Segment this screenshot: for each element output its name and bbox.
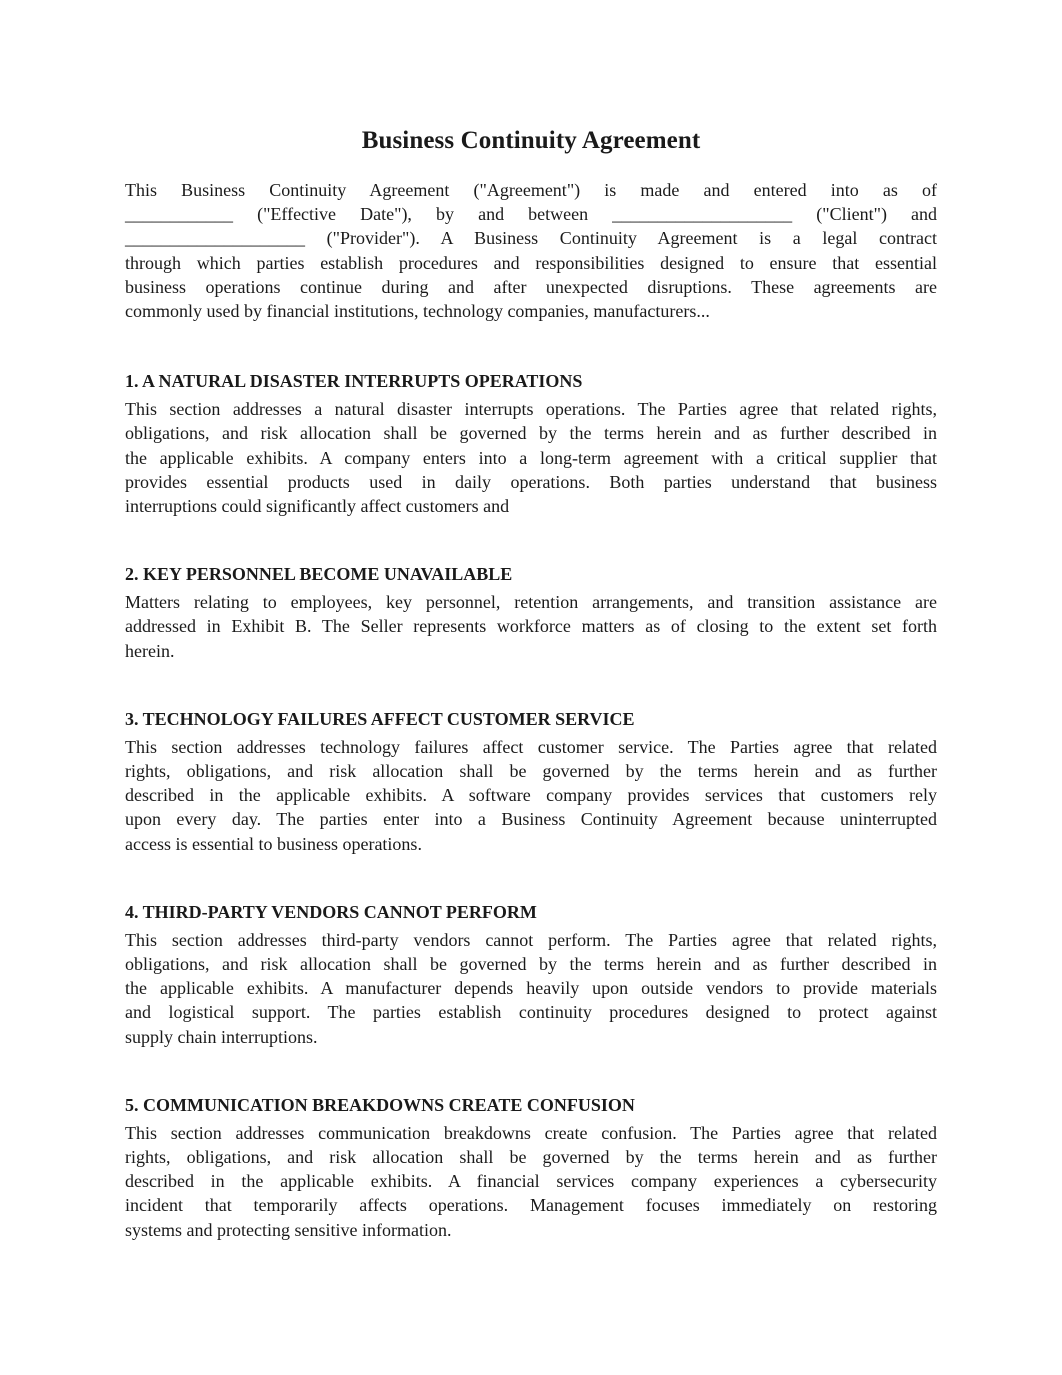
section-heading: 5. COMMUNICATION BREAKDOWNS CREATE CONFUSION — [125, 1094, 635, 1115]
body-line: rights, obligations, and risk allocation shall be governed by the terms herein and as further — [125, 1147, 937, 1168]
intro-line: commonly used by financial institutions, technology companies, manufacturers... — [125, 301, 710, 322]
section-2 — [125, 562, 937, 663]
body-line: described in the applicable exhibits. A financial services company experiences a cybersecurity — [125, 1171, 937, 1192]
section-body — [125, 590, 937, 663]
body-line: This section addresses communication breakdowns create confusion. The Parties agree that related — [125, 1122, 937, 1143]
body-line: herein. — [125, 640, 175, 661]
body-line: the applicable exhibits. A manufacturer depends heavily upon outside vendors to provide materials — [125, 978, 937, 999]
section-body — [125, 397, 937, 518]
intro-paragraph — [125, 178, 937, 323]
body-line: the applicable exhibits. A company enters into a long-term agreement with a critical supplier that — [125, 447, 937, 468]
body-line: This section addresses technology failures affect customer service. The Parties agree that related — [125, 736, 937, 757]
body-line: systems and protecting sensitive information. — [125, 1219, 452, 1240]
body-line: supply chain interruptions. — [125, 1026, 318, 1047]
body-line: This section addresses third-party vendors cannot perform. The Parties agree that related rights, — [125, 929, 937, 950]
body-line: obligations, and risk allocation shall be governed by the terms herein and as further described in — [125, 954, 937, 975]
body-line: described in the applicable exhibits. A software company provides services that customers rely — [125, 785, 937, 806]
body-line: addressed in Exhibit B. The Seller represents workforce matters as of closing to the extent set forth — [125, 616, 937, 637]
intro-line: ____________ ("Effective Date"), by and between ____________________ ("Client") and — [125, 204, 937, 225]
section-body — [125, 928, 937, 1049]
intro-line: business operations continue during and after unexpected disruptions. These agreements are — [125, 276, 937, 297]
intro-line: ____________________ ("Provider"). A Business Continuity Agreement is a legal contract — [125, 228, 937, 249]
section-body — [125, 735, 937, 856]
body-line: and logistical support. The parties establish continuity procedures designed to protect against — [125, 1002, 937, 1023]
document-title: Business Continuity Agreement — [361, 127, 701, 154]
body-line: access is essential to business operations. — [125, 833, 422, 854]
section-3 — [125, 707, 937, 856]
body-line: interruptions could significantly affect customers and — [125, 496, 510, 517]
section-heading: 4. THIRD-PARTY VENDORS CANNOT PERFORM — [125, 901, 537, 922]
section-heading: 2. KEY PERSONNEL BECOME UNAVAILABLE — [125, 564, 513, 585]
document-page — [125, 124, 937, 1286]
section-4 — [125, 900, 937, 1049]
section-1 — [125, 369, 937, 518]
section-body — [125, 1121, 937, 1242]
body-line: provides essential products used in daily operations. Both parties understand that business — [125, 471, 937, 492]
body-line: upon every day. The parties enter into a Business Continuity Agreement because uninterrupted — [125, 809, 937, 830]
body-line: obligations, and risk allocation shall be governed by the terms herein and as further described in — [125, 423, 937, 444]
body-line: Matters relating to employees, key personnel, retention arrangements, and transition assistance are — [125, 592, 937, 613]
body-line: rights, obligations, and risk allocation shall be governed by the terms herein and as further — [125, 761, 937, 782]
section-5 — [125, 1093, 937, 1242]
body-line: This section addresses a natural disaster interrupts operations. The Parties agree that related rights, — [125, 399, 937, 420]
intro-line: through which parties establish procedures and responsibilities designed to ensure that essential — [125, 252, 937, 273]
intro-line: This Business Continuity Agreement ("Agreement") is made and entered into as of — [125, 180, 937, 200]
section-heading: 3. TECHNOLOGY FAILURES AFFECT CUSTOMER SERVICE — [125, 708, 635, 729]
section-heading: 1. A NATURAL DISASTER INTERRUPTS OPERATIONS — [125, 371, 583, 392]
body-line: incident that temporarily affects operations. Management focuses immediately on restoring — [125, 1195, 937, 1216]
